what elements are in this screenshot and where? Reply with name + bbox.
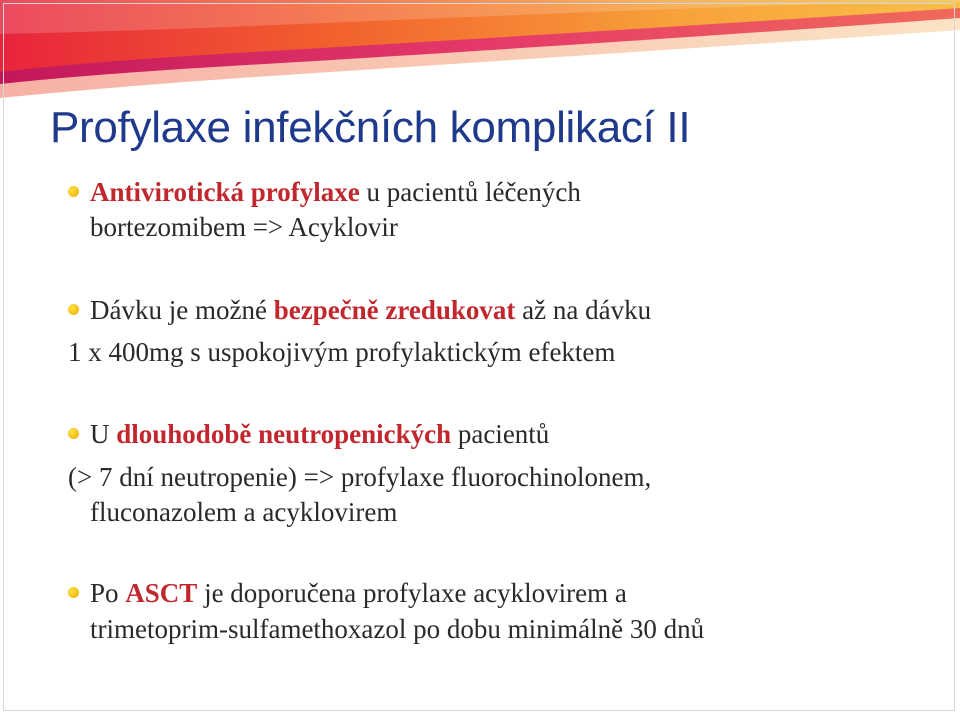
highlight-text: bezpečně zredukovat — [273, 295, 516, 325]
bullet-line — [90, 611, 704, 647]
line-text: až na dávku — [515, 295, 652, 325]
line-text: je doporučena profylaxe acyklovirem a — [197, 578, 627, 608]
bullet-icon — [68, 428, 79, 439]
slide-title: Profylaxe infekčních komplikací II — [50, 103, 691, 152]
line-text: 1 x 400mg s uspokojivým profylaktickým efektem — [68, 337, 616, 367]
line-text: trimetoprim-sulfamethoxazol po dobu minimálně 30 dnů — [90, 614, 705, 644]
line-text: bortezomibem => Acyklovir — [90, 212, 398, 242]
bullet-line — [90, 575, 627, 611]
line-text: fluconazolem a acyklovirem — [90, 497, 398, 527]
bullet-icon — [68, 587, 79, 598]
line-text: pacientů — [451, 419, 550, 449]
highlight-text: dlouhodobě neutropenických — [116, 419, 452, 449]
bullet-line — [90, 416, 549, 452]
bullet-line — [90, 174, 581, 210]
bullet-line — [68, 334, 615, 370]
highlight-text: ASCT — [125, 578, 198, 608]
line-text: u pacientů léčených — [359, 177, 581, 207]
bullet-line — [90, 209, 398, 245]
bullet-icon — [68, 186, 79, 197]
line-text: U — [90, 419, 117, 449]
highlight-text: Antivirotická profylaxe — [90, 177, 360, 207]
line-text: Po — [90, 578, 126, 608]
line-text: Dávku je možné — [90, 295, 274, 325]
line-text: (> 7 dní neutropenie) => profylaxe fluorochinolonem, — [68, 462, 652, 492]
bullet-line — [68, 459, 651, 495]
bullet-line — [90, 494, 397, 530]
bullet-icon — [68, 304, 79, 315]
bullet-line — [90, 292, 651, 328]
